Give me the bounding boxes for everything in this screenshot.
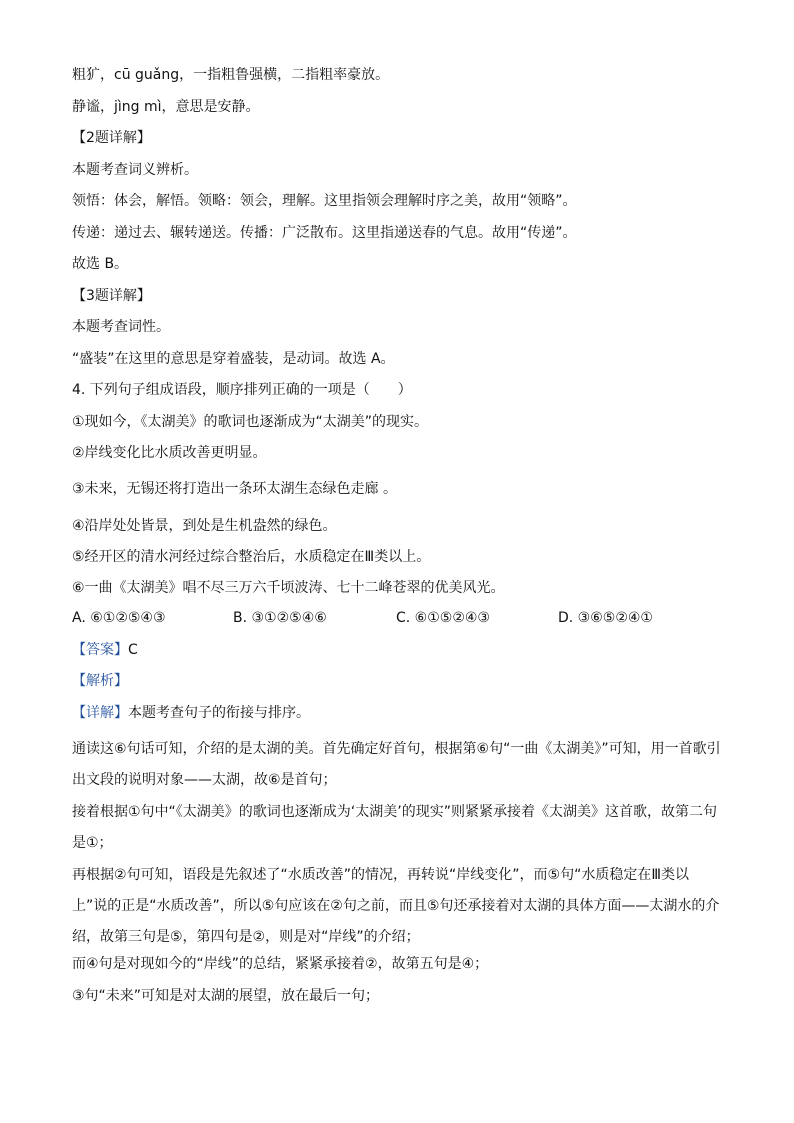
explanation-paragraph: 接着根据①句中“《太湖美》的歌词也逐渐成为‘太湖美’的现实”则紧紧承接着《太湖美》这首歌，故第二句是①； — [72, 804, 717, 851]
detail-label: 【详解】 — [72, 705, 128, 721]
text-line: 本题考查词性。 — [72, 319, 170, 335]
text-line: “盛装”在这里的意思是穿着盛装，是动词。故选 A。 — [72, 351, 395, 367]
answer-label: 【答案】 — [72, 642, 128, 658]
text-line: 领悟：体会，解悟。领略：领会，理解。这里指领会理解时序之美，故用“领略”。 — [72, 193, 577, 209]
sentence-item: ①现如今，《太湖美》的歌词也逐渐成为“太湖美”的现实。 — [72, 414, 429, 430]
sentence-item: ③未来，无锡还将打造出一条环太湖生态绿色走廊 。 — [72, 481, 397, 497]
options-row — [72, 608, 722, 628]
text-line: 静谧，jìng mì，意思是安静。 — [72, 99, 260, 115]
section-heading: 【2题详解】 — [72, 130, 151, 146]
option-c: C. ⑥①⑤②④③ — [396, 610, 490, 626]
explanation-paragraph: 再根据②句可知，语段是先叙述了“水质改善”的情况，再转说“岸线变化”，而⑤句“水质稳定在Ⅲ类以上”说的正是“水质改善”，所以⑤句应该在②句之前，而且⑤句还承接着对太湖的具体方面——太湖水的介绍，故第三句是⑤，第四句是②，则是对“岸线”的介绍； — [72, 867, 720, 945]
explanation-paragraph: ③句“未来”可知是对太湖的展望，放在最后一句； — [72, 988, 380, 1004]
explanation-paragraph: 而④句是对现如今的“岸线”的总结，紧紧承接着②，故第五句是④； — [72, 956, 489, 972]
text-line: 本题考查词义辨析。 — [72, 162, 198, 178]
question-stem: 4. 下列句子组成语段，顺序排列正确的一项是（ ） — [72, 382, 412, 398]
sentence-item: ⑥一曲《太湖美》唱不尽三万六千顷波涛、七十二峰苍翠的优美风光。 — [72, 580, 505, 596]
text-line: 粗犷，cū guǎng，一指粗鲁强横，二指粗率豪放。 — [72, 67, 390, 83]
sentence-item: ②岸线变化比水质改善更明显。 — [72, 445, 267, 461]
answer-line — [72, 640, 722, 660]
option-d: D. ③⑥⑤②④① — [558, 610, 653, 626]
sentence-item: ④沿岸处处皆景，到处是生机盎然的绿色。 — [72, 518, 337, 534]
explanation-paragraph: 通读这⑥句话可知，介绍的是太湖的美。首先确定好首句，根据第⑥句“一曲《太湖美》”可知，用一首歌引出文段的说明对象——太湖，故⑥是首句； — [72, 741, 721, 788]
answer-value: C — [128, 642, 138, 658]
analysis-label: 【解析】 — [72, 673, 128, 689]
option-b: B. ③①②⑤④⑥ — [233, 610, 327, 626]
option-a: A. ⑥①②⑤④③ — [72, 610, 166, 626]
text-line: 故选 B。 — [72, 256, 129, 272]
analysis-line — [72, 671, 722, 691]
section-heading: 【3题详解】 — [72, 288, 151, 304]
detail-text: 本题考查句子的衔接与排序。 — [128, 705, 310, 721]
text-line: 传递：递过去、辗转递送。传播：广泛散布。这里指递送春的气息。故用“传递”。 — [72, 225, 577, 241]
sentence-item: ⑤经开区的清水河经过综合整治后，水质稳定在Ⅲ类以上。 — [72, 549, 431, 565]
detail-line — [72, 703, 722, 723]
